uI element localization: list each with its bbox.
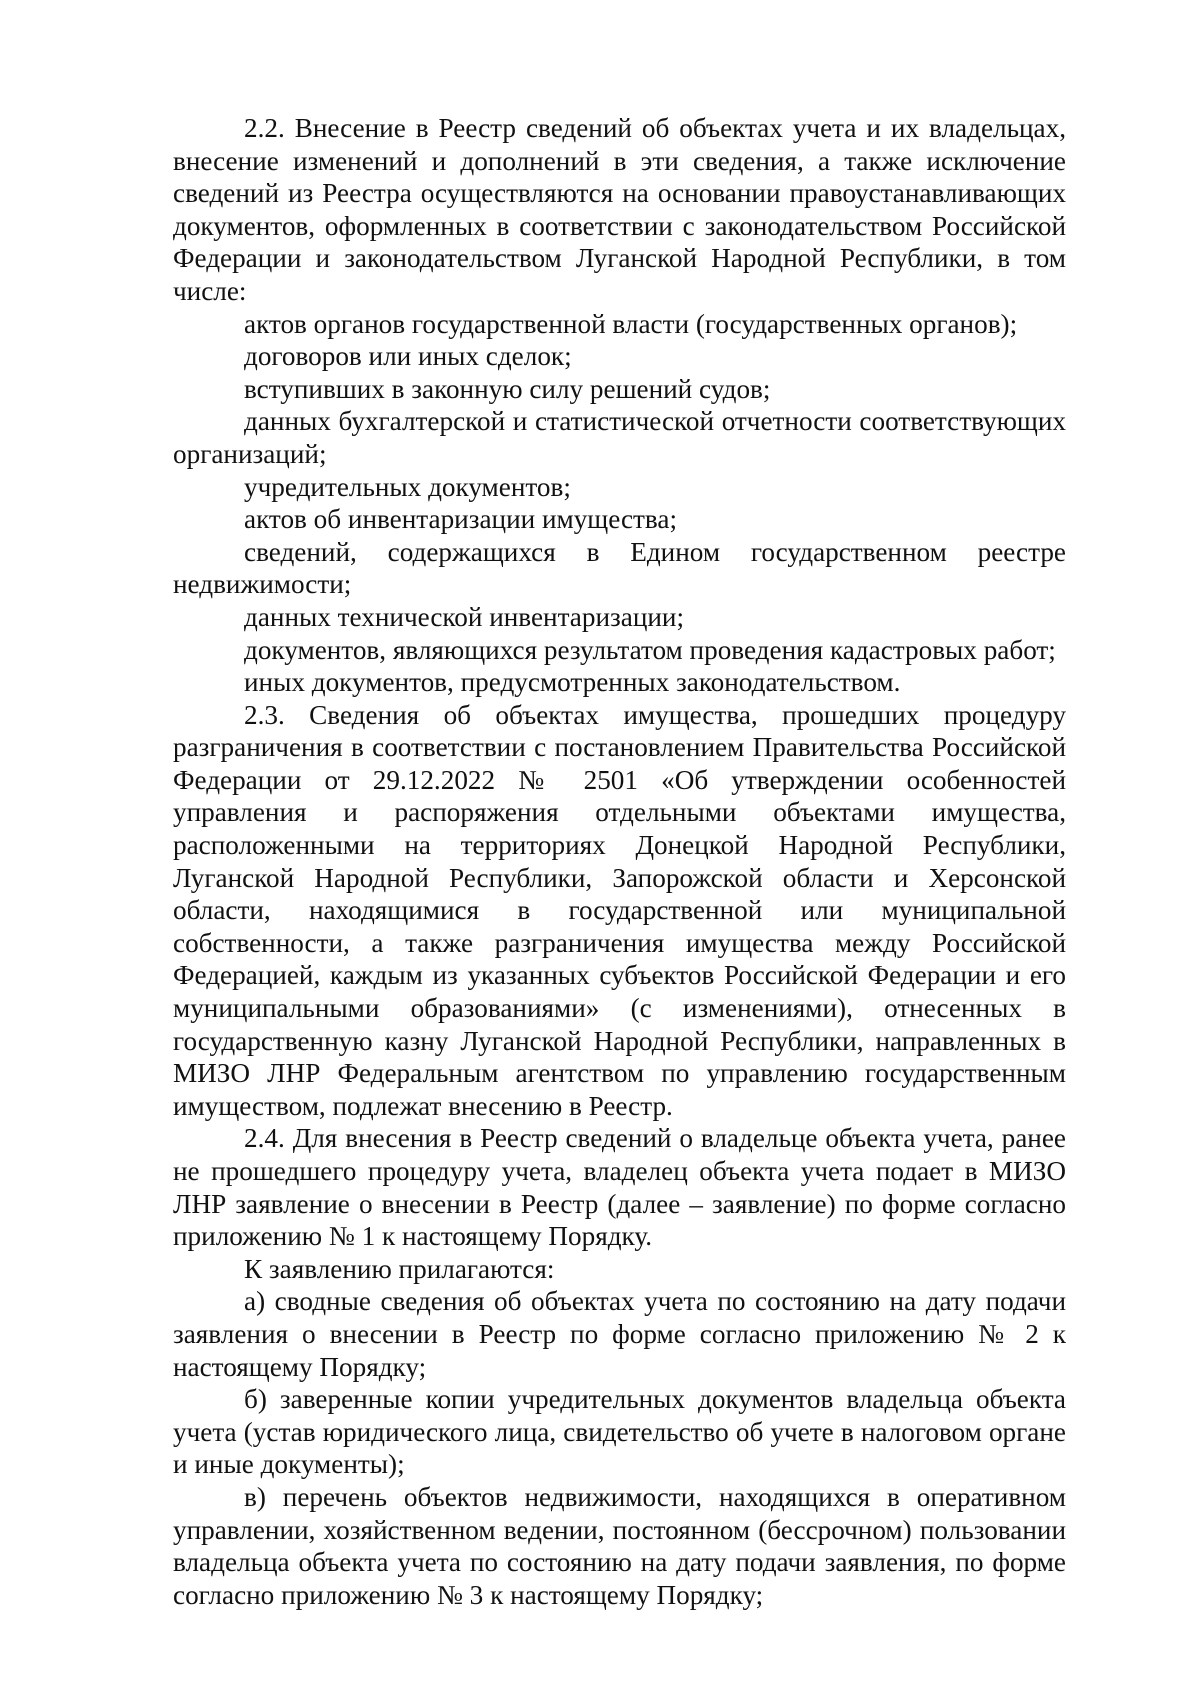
list-item-court-decisions: вступивших в законную силу решений судов; — [244, 373, 771, 404]
paragraph-2-3: 2.3. Сведения об объектах имущества, прошедших процедуру разграничения в соответствии с постановлением Правительства Российской Федерации от 29.12.2022 № 2501 «Об утверждении особенностей управления и распоряжения отдельными объектами имущества, расположенными на территориях Донецкой Народной Республики, Луганской Народной Республики, Запорожской области и Херсонской области, находящимися в государственной или муниципальной собственности, а также разграничения имущества между Российской Федерацией, каждым из указанных субъектов Российской Федерации и его муниципальными образованиями» (с изменениями), отнесенных в государственную казну Луганской Народной Республики, направленных в МИЗО ЛНР Федеральным агентством по управлению государственным имуществом, подлежат внесению в Реестр. — [173, 699, 1066, 1121]
attachment-item-a: а) сводные сведения об объектах учета по состоянию на дату подачи заявления о внесении в Реестр по форме согласно приложению № 2 к настоящему Порядку; — [173, 1286, 1066, 1382]
list-item-technical-inventory: данных технической инвентаризации; — [244, 601, 685, 632]
list-item-other-documents: иных документов, предусмотренных законодательством. — [244, 667, 901, 698]
attachment-item-v: в) перечень объектов недвижимости, находящихся в оперативном управлении, хозяйственном ведении, постоянном (бессрочном) пользовании владельца объекта учета по состоянию на дату подачи заявления, по форме согласно приложению № 3 к настоящему Порядку; — [173, 1481, 1066, 1610]
list-item-accounting-data: данных бухгалтерской и статистической отчетности соответствующих организаций; — [173, 406, 1066, 469]
list-item-founding-documents: учредительных документов; — [244, 471, 571, 502]
list-item-inventory-acts: актов об инвентаризации имущества; — [244, 504, 678, 535]
attachments-intro: К заявлению прилагаются: — [244, 1253, 555, 1284]
list-item-contracts: договоров или иных сделок; — [244, 341, 572, 372]
paragraph-2-2: 2.2. Внесение в Реестр сведений об объектах учета и их владельцах, внесение изменений и дополнений в эти сведения, а также исключение сведений из Реестра осуществляются на основании правоустанавливающих документов, оформленных в соответствии с законодательством Российской Федерации и законодательством Луганской Народной Республики, в том числе: — [173, 113, 1066, 306]
document-page — [173, 112, 1066, 1611]
list-item-real-estate-register: сведений, содержащихся в Едином государственном реестре недвижимости; — [173, 536, 1066, 600]
list-item-acts-of-authorities: актов органов государственной власти (государственных органов); — [244, 308, 1018, 339]
attachment-item-b: б) заверенные копии учредительных документов владельца объекта учета (устав юридического лица, свидетельство об учете в налоговом органе и иные документы); — [173, 1384, 1066, 1480]
paragraph-2-4: 2.4. Для внесения в Реестр сведений о владельце объекта учета, ранее не прошедшего процедуру учета, владелец объекта учета подает в МИЗО ЛНР заявление о внесении в Реестр (далее – заявление) по форме согласно приложению № 1 к настоящему Порядку. — [173, 1123, 1066, 1252]
list-item-cadastral-works: документов, являющихся результатом проведения кадастровых работ; — [244, 634, 1056, 665]
